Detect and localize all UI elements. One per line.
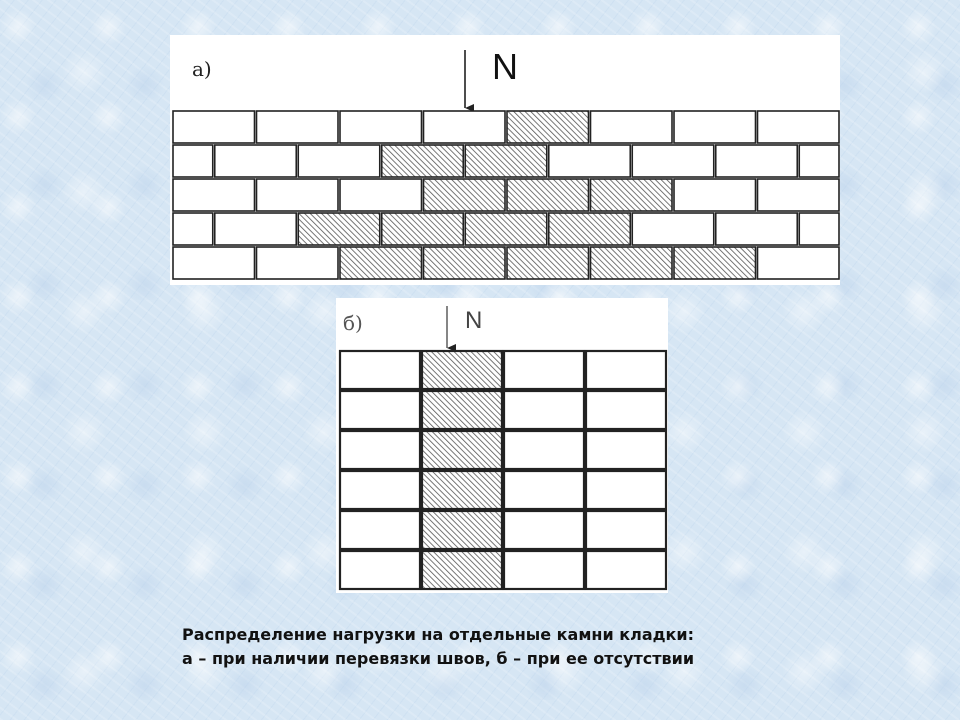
unbonded-masonry-stack [340,351,666,589]
caption [182,623,882,671]
brick [674,179,756,211]
brick [586,551,666,589]
brick [215,145,297,177]
panel-b-force-label: N [465,307,483,334]
brick [716,145,798,177]
loaded-brick [340,247,422,279]
brick [257,179,339,211]
brick [632,213,714,245]
brick [173,145,213,177]
brick [632,145,714,177]
caption-line-2: а – при наличии перевязки швов, б – при ее отсутствии [182,649,695,668]
brick [173,111,255,143]
panel-b [336,298,668,593]
brick [504,511,584,549]
brick [758,247,840,279]
loaded-brick [424,179,506,211]
loaded-brick [591,247,673,279]
brick [504,471,584,509]
brick [549,145,631,177]
loaded-brick [422,391,502,429]
panel-a-force-label: N [492,46,518,87]
brick [591,111,673,143]
brick [340,471,420,509]
loaded-brick [465,145,547,177]
brick [340,431,420,469]
brick [257,247,339,279]
brick [758,179,840,211]
loaded-brick [507,111,589,143]
panel-b-label: б) [343,311,363,335]
loaded-brick [382,145,464,177]
brick [215,213,297,245]
brick [504,551,584,589]
brick [173,247,255,279]
loaded-brick [507,179,589,211]
loaded-brick [674,247,756,279]
brick [504,431,584,469]
brick [799,145,839,177]
brick [340,391,420,429]
brick [424,111,506,143]
brick [586,511,666,549]
caption-line-1: Распределение нагрузки на отдельные камни кладки: [182,625,695,644]
brick [340,351,420,389]
brick [586,391,666,429]
brick [340,551,420,589]
loaded-brick [549,213,631,245]
brick [340,179,422,211]
brick [504,391,584,429]
brick [340,511,420,549]
brick [257,111,339,143]
brick [173,213,213,245]
brick [758,111,840,143]
loaded-brick [422,551,502,589]
loaded-brick [465,213,547,245]
brick [716,213,798,245]
loaded-brick [298,213,380,245]
brick [340,111,422,143]
brick [586,351,666,389]
loaded-brick [422,431,502,469]
brick [674,111,756,143]
panel-a-label: а) [192,57,212,81]
loaded-brick [507,247,589,279]
loaded-brick [591,179,673,211]
brick [298,145,380,177]
brick [504,351,584,389]
loaded-brick [424,247,506,279]
brick [173,179,255,211]
brick [799,213,839,245]
loaded-brick [422,351,502,389]
brick [586,431,666,469]
loaded-brick [422,511,502,549]
loaded-brick [422,471,502,509]
loaded-brick [382,213,464,245]
panel-a [170,35,840,285]
brick [586,471,666,509]
